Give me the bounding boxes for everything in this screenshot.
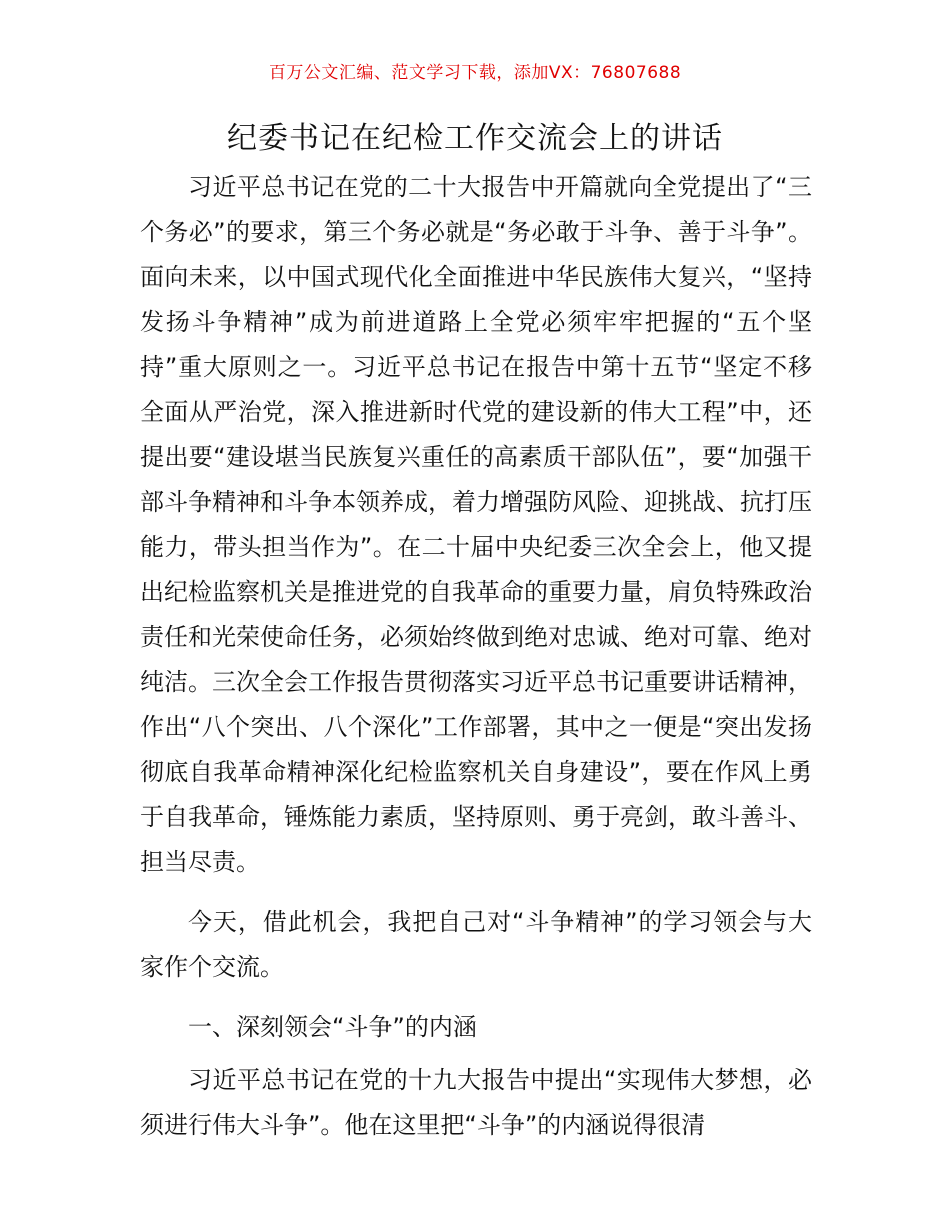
document-title: 纪委书记在纪检工作交流会上的讲话	[227, 121, 723, 156]
paragraph-section-start: 习近平总书记在党的十九大报告中提出“实现伟大梦想，必须进行伟大斗争”。他在这里把“斗争”的内涵说得很清	[140, 1066, 812, 1139]
paragraph-intro: 习近平总书记在党的二十大报告中开篇就向全党提出了“三个务必”的要求，第三个务必就是“务必敢于斗争、善于斗争”。面向未来，以中国式现代化全面推进中华民族伟大复兴，“坚持发扬斗争精神”成为前进道路上全党必须牢牢把握的“五个坚持”重大原则之一。习近平总书记在报告中第十五节“坚定不移全面从严治党，深入推进新时代党的建设新的伟大工程”中，还提出要“建设堪当民族复兴重任的高素质干部队伍”，要“加强干部斗争精神和斗争本领养成，着力增强防风险、迎挑战、抗打压能力，带头担当作为”。在二十届中央纪委三次全会上，他又提出纪检监察机关是推进党的自我革命的重要力量，肩负特殊政治责任和光荣使命任务，必须始终做到绝对忠诚、绝对可靠、绝对纯洁。三次全会工作报告贯彻落实习近平总书记重要讲话精神，作出“八个突出、八个深化”工作部署，其中之一便是“突出发扬彻底自我革命精神深化纪检监察机关自身建设”，要在作风上勇于自我革命，锤炼能力素质，坚持原则、勇于亮剑，敢斗善斗、担当尽责。	[140, 173, 812, 876]
paragraph-exchange: 今天，借此机会，我把自己对“斗争精神”的学习领会与大家作个交流。	[140, 908, 812, 981]
header-watermark-note: 百万公文汇编、范文学习下载，添加VX：76807688	[268, 63, 682, 83]
section-heading: 一、深刻领会“斗争”的内涵	[188, 1013, 477, 1041]
document-body	[140, 165, 812, 1148]
